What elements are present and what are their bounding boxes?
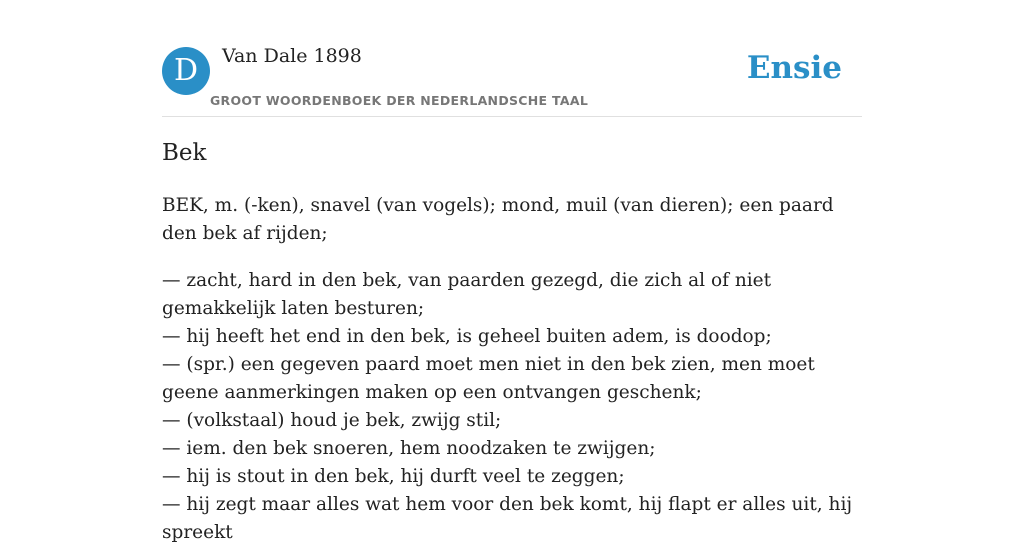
sense-item: — hij heeft het end in den bek, is geheel buiten adem, is doodop; xyxy=(162,326,772,347)
dictionary-subtitle: GROOT WOORDENBOEK DER NEDERLANDSCHE TAAL xyxy=(210,93,589,108)
sense-list xyxy=(162,267,862,547)
sense-item: — hij zegt maar alles wat hem voor den bek komt, hij flapt er alles uit, hij spreekt xyxy=(162,494,853,543)
entry-headword: Bek xyxy=(162,140,207,166)
sense-item: — (spr.) een gegeven paard moet men niet in den bek zien, men moet geene aanmerkingen maken op een ontvangen geschenk; xyxy=(162,354,815,403)
sense-item: — zacht, hard in den bek, van paarden gezegd, die zich al of niet gemakkelijk laten besturen; xyxy=(162,270,772,319)
entry-definition: BEK, m. (-ken), snavel (van vogels); mond, muil (van dieren); een paard den bek af rijden; xyxy=(162,195,834,244)
sense-item: — (volkstaal) houd je bek, zwijg stil; xyxy=(162,410,502,431)
ensie-logo[interactable]: Ensie xyxy=(746,50,842,86)
dictionary-title[interactable]: Van Dale 1898 xyxy=(222,45,362,67)
sense-item: — hij is stout in den bek, hij durft veel te zeggen; xyxy=(162,466,625,487)
sense-item: — iem. den bek snoeren, hem noodzaken te zwijgen; xyxy=(162,438,656,459)
site-header xyxy=(162,0,862,117)
dictionary-logo[interactable]: D xyxy=(162,47,210,95)
entry-body xyxy=(162,192,862,547)
